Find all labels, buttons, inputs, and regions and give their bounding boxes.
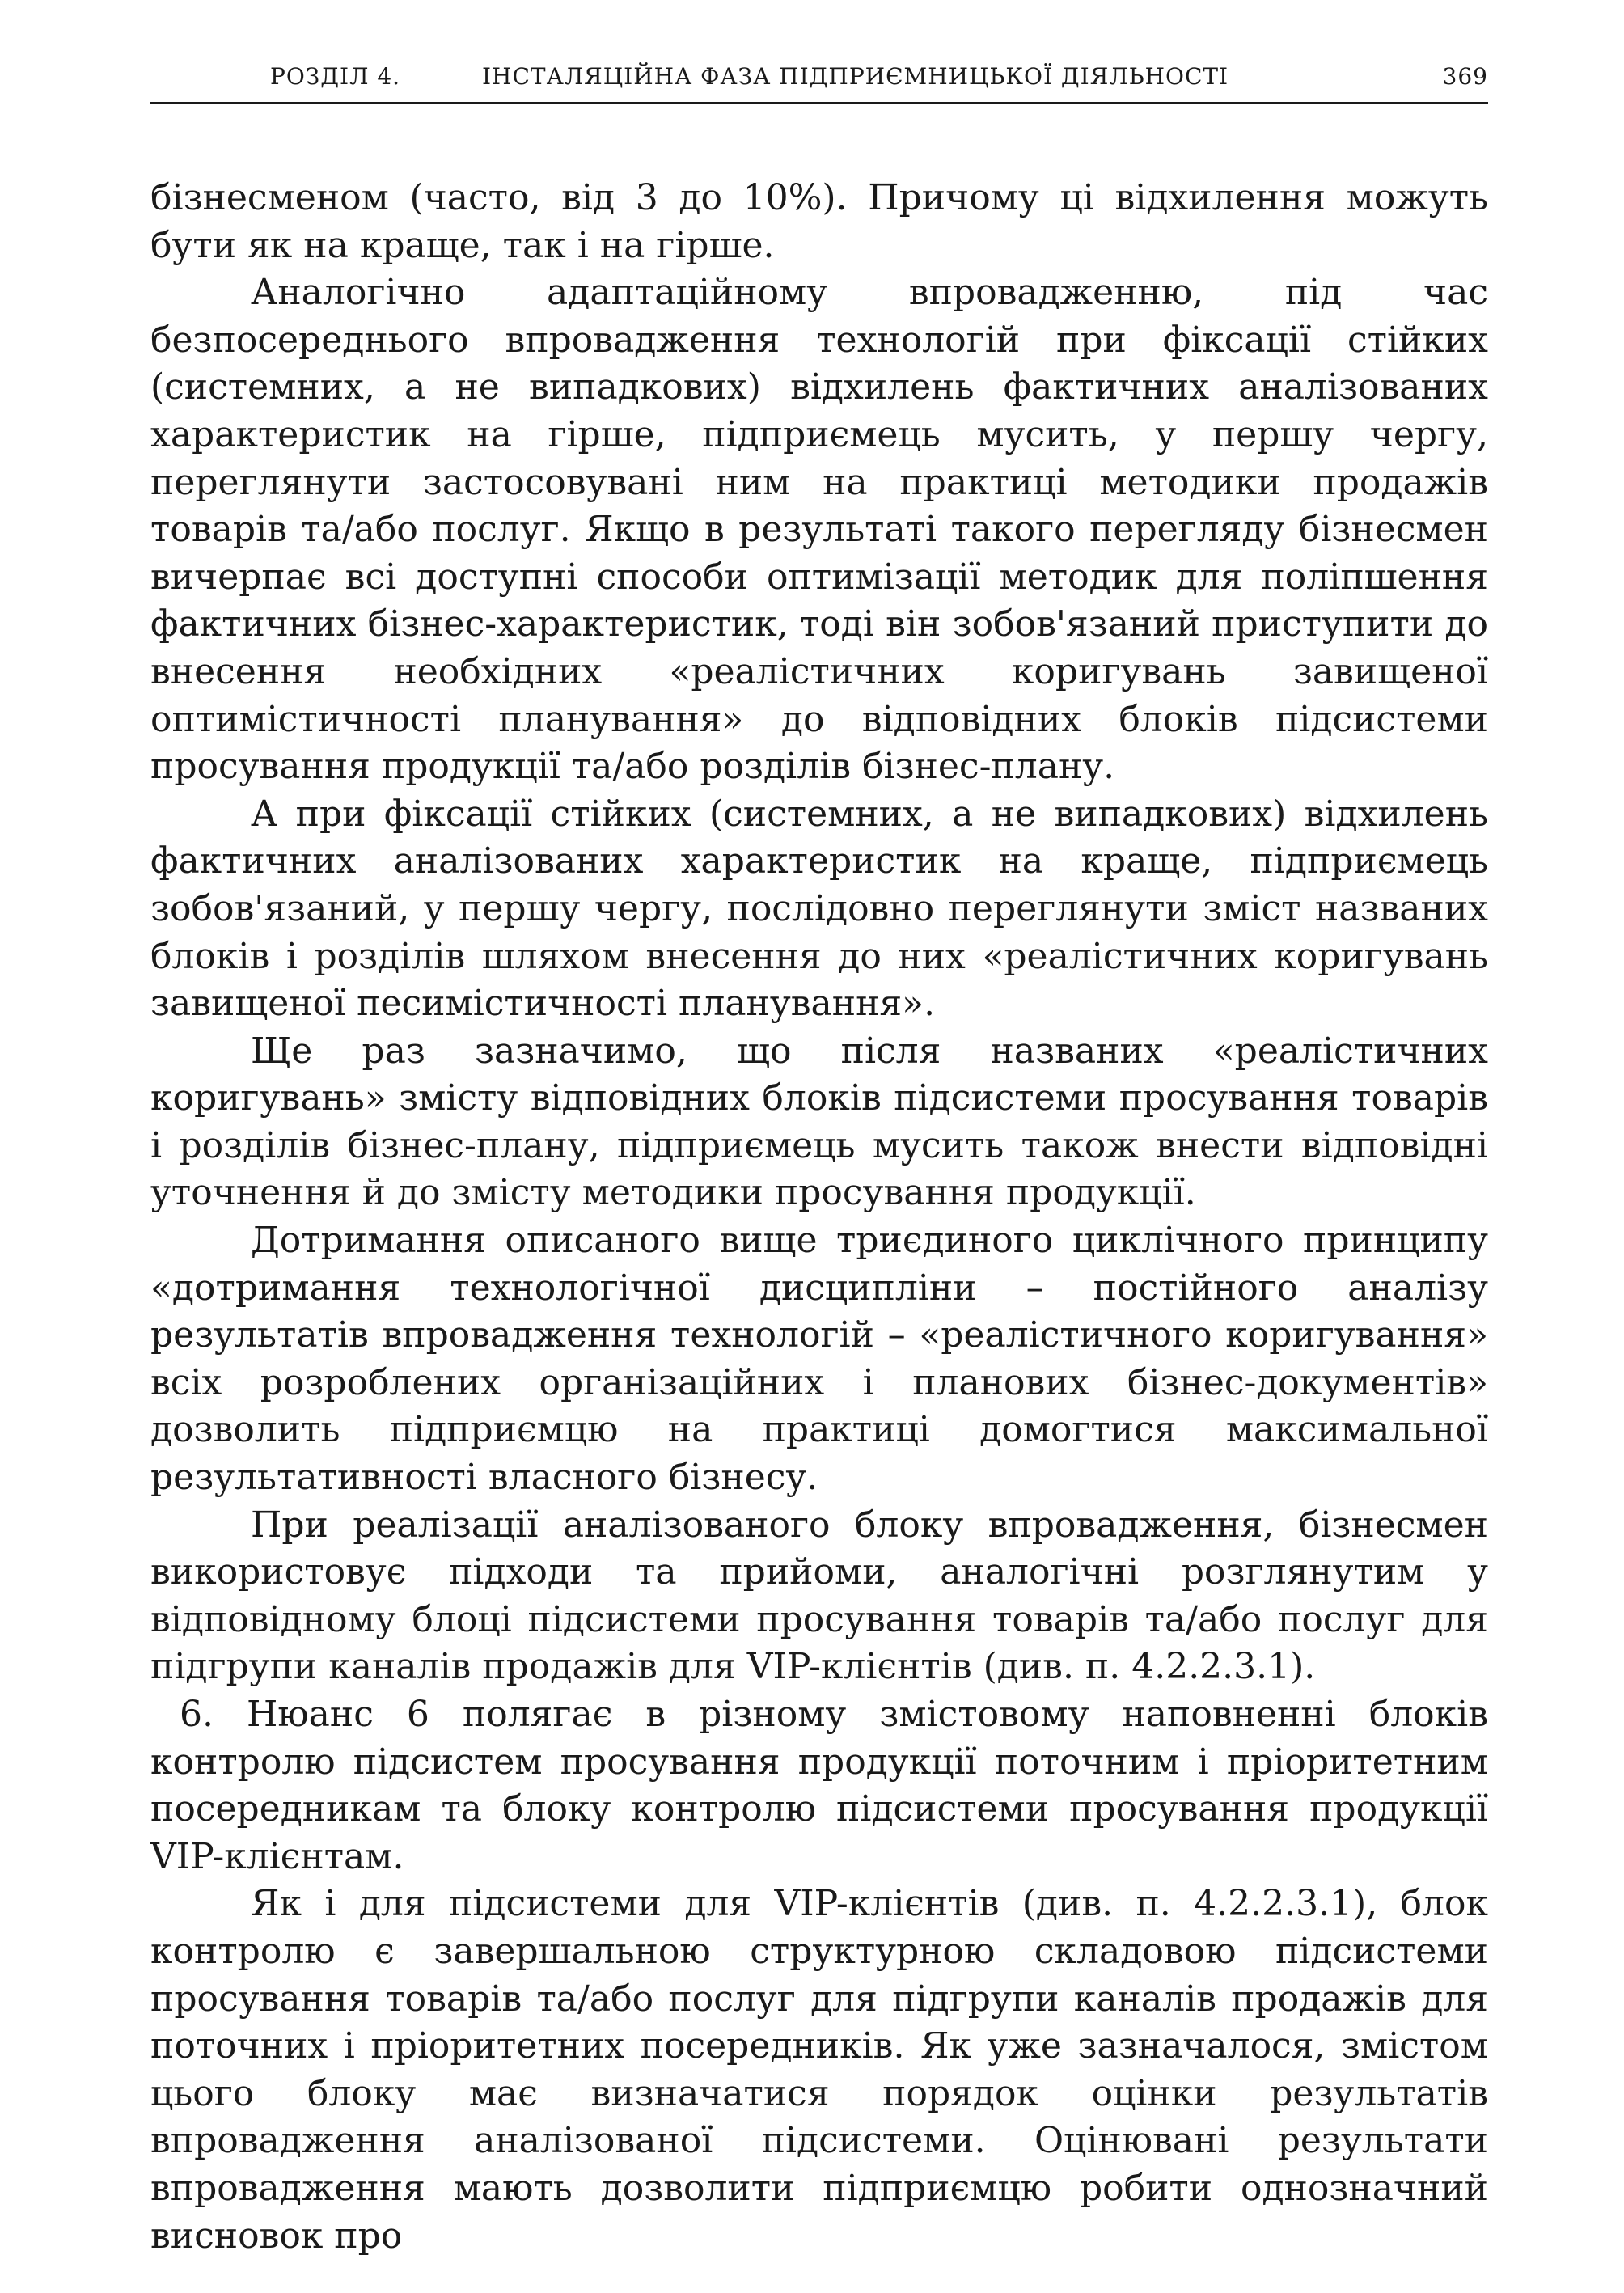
numbered-paragraph: 6. Нюанс 6 полягає в різному змістовому наповненні блоків контролю підсистем просування продукції поточним і пріоритетним посередникам та блоку контролю підсистеми просування продукції VIP-клієнтам. bbox=[150, 1694, 1488, 1877]
section-label: РОЗДІЛ 4. bbox=[270, 63, 401, 90]
chapter-title: ІНСТАЛЯЦІЙНА ФАЗА ПІДПРИЄМНИЦЬКОЇ ДІЯЛЬНОСТІ bbox=[482, 63, 1229, 90]
paragraph: А при фіксації стійких (системних, а не випадкових) відхилень фактичних аналізованих характеристик на краще, підприємець зобов'язаний, у першу чергу, послідовно переглянути зміст названих блоків і розділів шляхом внесення до них «реалістичних коригувань завищеної песимістичності планування». bbox=[150, 793, 1488, 1025]
body-text bbox=[150, 175, 1488, 2260]
paragraph: Дотримання описаного вище триєдиного циклічного принципу «дотримання технологічної дисципліни – постійного аналізу результатів впровадження технологій – «реалістичного коригування» всіх розроблених організаційних і планових бізнес-документів» дозволить підприємцю на практиці домогтися максимальної результативності власного бізнесу. bbox=[150, 1220, 1488, 1499]
paragraph: При реалізації аналізованого блоку впровадження, бізнесмен використовує підходи та прийоми, аналогічні розглянутим у відповідному блоці підсистеми просування товарів та/або послуг для підгрупи каналів продажів для VIP-клієнтів (див. п. 4.2.2.3.1). bbox=[150, 1504, 1488, 1688]
paragraph: Ще раз зазначимо, що після названих «реалістичних коригувань» змісту відповідних блоків підсистеми просування товарів і розділів бізнес-плану, підприємець мусить також внести відповідні уточнення й до змісту методики просування продукції. bbox=[150, 1030, 1488, 1214]
paragraph: Аналогічно адаптаційному впровадженню, під час безпосереднього впровадження технологій при фіксації стійких (системних, а не випадкових) відхилень фактичних аналізованих характеристик на гірше, підприємець мусить, у першу чергу, переглянути застосовувані ним на практиці методики продажів товарів та/або послуг. Якщо в результаті такого перегляду бізнесмен вичерпає всі доступні способи оптимізації методик для поліпшення фактичних бізнес-характеристик, тоді він зобов'язаний приступити до внесення необхідних «реалістичних коригувань завищеної оптимістичності планування» до відповідних блоків підсистеми просування продукції та/або розділів бізнес-плану. bbox=[150, 272, 1488, 788]
paragraph: Як і для підсистеми для VIP-клієнтів (див. п. 4.2.2.3.1), блок контролю є завершальною структурною складовою підсистеми просування товарів та/або послуг для підгрупи каналів продажів для поточних і пріоритетних посередників. Як уже зазначалося, змістом цього блоку має визначатися порядок оцінки результатів впровадження аналізованої підсистеми. Оцінювані результати впровадження мають дозволити підприємцю робити однозначний висновок про bbox=[150, 1883, 1488, 2257]
paragraph-continuation: бізнесменом (часто, від 3 до 10%). Причому ці відхилення можуть бути як на краще, так і на гірше. bbox=[150, 177, 1488, 266]
page-number: 369 bbox=[1442, 63, 1488, 90]
running-header bbox=[150, 53, 1488, 104]
